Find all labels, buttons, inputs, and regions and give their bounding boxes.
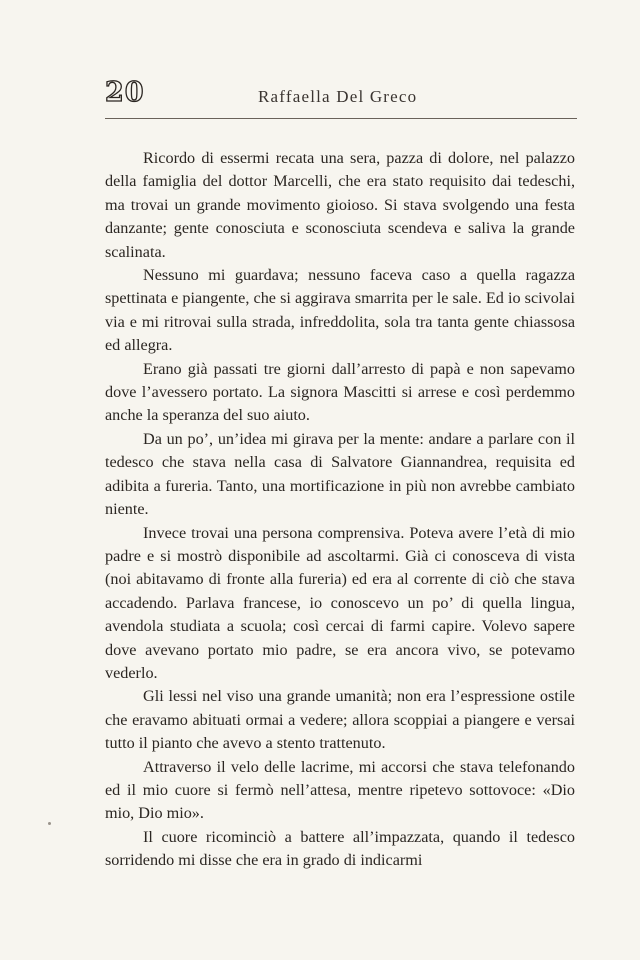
paragraph: Il cuore ricominciò a battere all’impazzata, quando il tedesco sorridendo mi disse che era in grado di indicarmi	[105, 827, 575, 870]
page-number: 20	[105, 77, 145, 108]
margin-mark	[48, 822, 51, 825]
paragraph: Invece trovai una persona comprensiva. Poteva avere l’età di mio padre e si mostrò disponibile ad ascoltarmi. Già ci conosceva di vista (noi abitavamo di fronte alla fureria) ed era al corrente di ciò che stava accadendo. Parlava francese, io conoscevo un po’ di quella lingua, avendola studiata a scuola; così cercai di farmi capire. Volevo sapere dove avevano portato mio padre, se era ancora vivo, se potevamo vederlo.	[105, 523, 575, 682]
paragraph: Gli lessi nel viso una grande umanità; non era l’espressione ostile che eravamo abituati ormai a vedere; allora scoppiai a piangere e versai tutto il pianto che avevo a stento trattenuto.	[105, 687, 575, 753]
body-text	[105, 147, 575, 873]
header-rule	[105, 118, 577, 119]
paragraph: Ricordo di essermi recata una sera, pazza di dolore, nel palazzo della famiglia del dottor Marcelli, che era stato requisito dai tedeschi, ma trovai un grande movimento gioioso. Si stava svolgendo una festa danzante; gente conosciuta e sconosciuta scendeva e saliva la grande scalinata.	[105, 149, 575, 261]
running-head: Raffaella Del Greco	[258, 87, 418, 106]
page-header	[105, 76, 575, 116]
paragraph: Attraverso il velo delle lacrime, mi accorsi che stava telefonando ed il mio cuore si fermò nell’attesa, mentre ripetevo sottovoce: «Dio mio, Dio mio».	[105, 757, 575, 823]
paragraph: Erano già passati tre giorni dall’arresto di papà e non sapevamo dove l’avessero portato. La signora Mascitti si arrese e così perdemmo anche la speranza del suo aiuto.	[105, 359, 575, 425]
paragraph: Nessuno mi guardava; nessuno faceva caso a quella ragazza spettinata e piangente, che si aggirava smarrita per le sale. Ed io scivolai via e mi ritrovai sulla strada, infreddolita, sola tra tanta gente chiassosa ed allegra.	[105, 266, 575, 355]
paragraph: Da un po’, un’idea mi girava per la mente: andare a parlare con il tedesco che stava nella casa di Salvatore Giannandrea, requisita ed adibita a fureria. Tanto, una mortificazione in più non avrebbe cambiato niente.	[105, 429, 575, 519]
